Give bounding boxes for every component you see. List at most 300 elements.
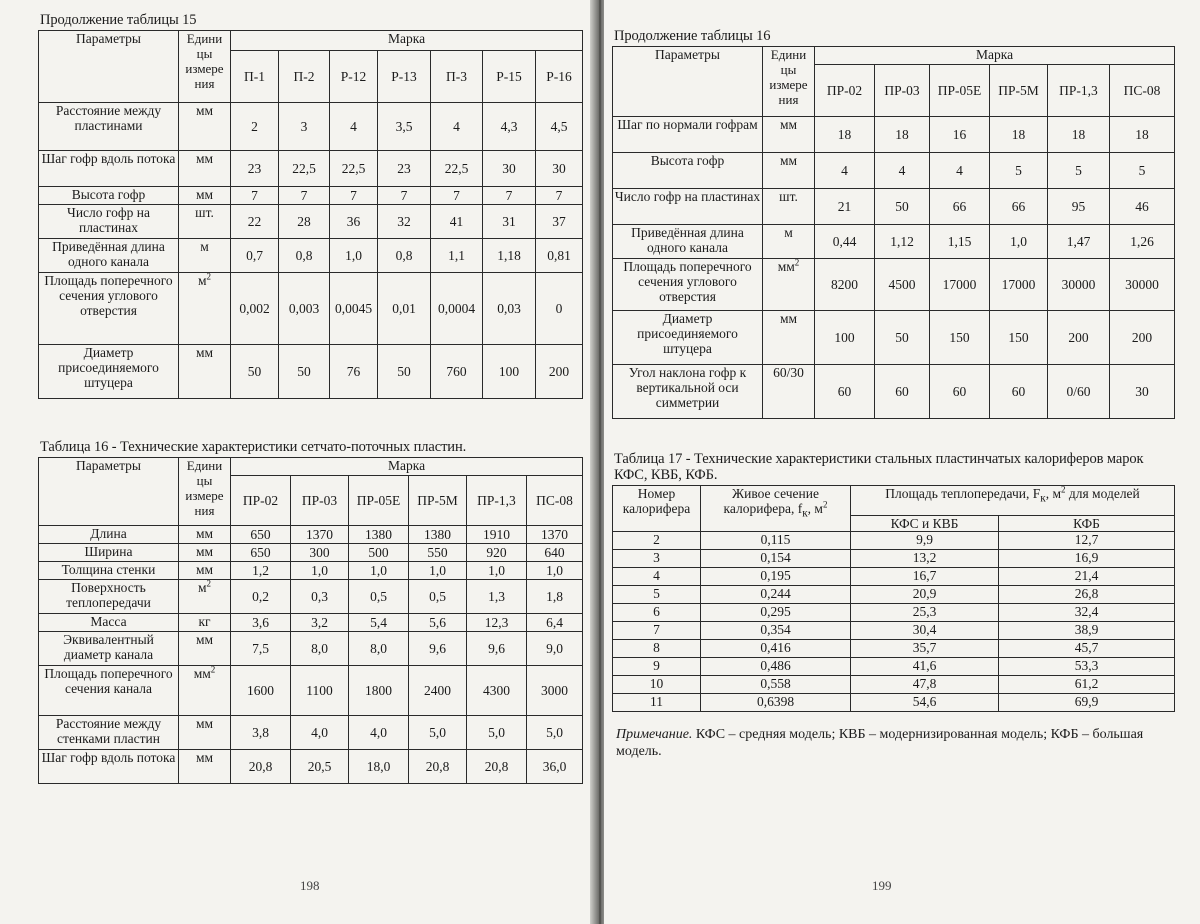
t16c-unit-sup: 2 — [794, 258, 800, 268]
t16-unit: мм — [195, 632, 214, 647]
t15-value: 50 — [231, 345, 279, 399]
t15-unit-cell — [179, 239, 231, 273]
t16c-value: 18 — [990, 117, 1048, 153]
t16-value: 3,6 — [231, 614, 291, 632]
t15-unit-cell — [179, 187, 231, 205]
t16c-value: 16 — [930, 117, 990, 153]
table16c-body — [613, 47, 1175, 419]
t16c-value: 18 — [875, 117, 930, 153]
t15-value: 22,5 — [431, 151, 483, 187]
t17-kfb: 26,8 — [999, 586, 1175, 604]
t17-header-area — [701, 486, 851, 532]
t16-unit: мм — [195, 526, 214, 541]
t16-value: 36,0 — [527, 750, 583, 784]
t16-value: 640 — [527, 544, 583, 562]
t15-unit: мм — [195, 187, 214, 202]
t16c-value: 4500 — [875, 259, 930, 311]
t16-unit: мм — [195, 716, 214, 731]
t15-value: 7 — [431, 187, 483, 205]
t16c-value: 30000 — [1110, 259, 1175, 311]
table-row — [39, 580, 583, 614]
t15-value: 7 — [279, 187, 330, 205]
t16c-mark-3: ПР-5М — [990, 65, 1048, 117]
t16c-value: 0/60 — [1048, 365, 1110, 419]
t16-header-params: Параметры — [39, 458, 179, 526]
t16-unit-cell — [179, 526, 231, 544]
t16-value: 1910 — [467, 526, 527, 544]
t15-unit: мм — [195, 345, 214, 360]
t17-kfb: 38,9 — [999, 622, 1175, 640]
t16-value: 3,2 — [291, 614, 349, 632]
t16-value: 1,3 — [467, 580, 527, 614]
t15-value: 4,5 — [536, 103, 583, 151]
t17-number: 8 — [613, 640, 701, 658]
t17-area: 0,6398 — [701, 694, 851, 712]
t17-area: 0,558 — [701, 676, 851, 694]
t16c-value: 0,44 — [815, 225, 875, 259]
t16-value: 7,5 — [231, 632, 291, 666]
t16-value: 5,0 — [467, 716, 527, 750]
t15-header-params: Параметры — [39, 31, 179, 103]
t15-unit: мм — [195, 151, 214, 166]
t15-value: 36 — [330, 205, 378, 239]
t17-area: 0,486 — [701, 658, 851, 676]
t15-value: 23 — [231, 151, 279, 187]
t16c-unit: м — [784, 225, 793, 240]
t17-area: 0,195 — [701, 568, 851, 586]
table-row — [613, 550, 1175, 568]
t16-value: 20,8 — [231, 750, 291, 784]
t17-header-area-sub: к — [802, 507, 808, 520]
table-row — [39, 632, 583, 666]
table-row — [39, 205, 583, 239]
t16c-unit-cell — [763, 311, 815, 365]
t16c-value: 50 — [875, 189, 930, 225]
t16-value: 5,0 — [409, 716, 467, 750]
t15-value: 31 — [483, 205, 536, 239]
t16c-value: 1,0 — [990, 225, 1048, 259]
t16c-value: 66 — [990, 189, 1048, 225]
t16-unit-cell — [179, 716, 231, 750]
t16c-unit-cell — [763, 117, 815, 153]
table-row — [613, 676, 1175, 694]
t16c-unit: мм — [779, 153, 798, 168]
t16c-header-mark: Марка — [815, 47, 1175, 65]
t15-value: 50 — [378, 345, 431, 399]
table-row — [613, 694, 1175, 712]
t15-unit: м — [200, 239, 209, 254]
table-row — [613, 586, 1175, 604]
t17-number: 4 — [613, 568, 701, 586]
t15-value: 0,003 — [279, 273, 330, 345]
table-row — [39, 544, 583, 562]
t16c-unit: шт. — [779, 189, 798, 204]
t15-unit-cell — [179, 103, 231, 151]
t16-param-name: Поверхность теплопередачи — [39, 580, 179, 614]
table-row — [613, 532, 1175, 550]
t16-value: 1600 — [231, 666, 291, 716]
t16-param-name: Расстояние между стенками пластин — [39, 716, 179, 750]
t15-unit-cell — [179, 273, 231, 345]
t15-value: 200 — [536, 345, 583, 399]
t16-value: 4,0 — [349, 716, 409, 750]
t17-header-heat-sup: 2 — [1060, 485, 1066, 495]
t17-header-heat-unit: , м — [1045, 486, 1061, 501]
t17-header-area-text: Живое сечение калорифера, f — [723, 486, 819, 516]
t16-value: 6,4 — [527, 614, 583, 632]
t16c-value: 60 — [815, 365, 875, 419]
t16-param-name: Площадь поперечного сечения канала — [39, 666, 179, 716]
t15-value: 0,03 — [483, 273, 536, 345]
t15-unit-sup: 2 — [206, 272, 212, 282]
t17-number: 10 — [613, 676, 701, 694]
table-row — [613, 259, 1175, 311]
t16-value: 0,5 — [409, 580, 467, 614]
table-row — [39, 716, 583, 750]
t15-param-name: Шаг гофр вдоль потока — [39, 151, 179, 187]
t15-value: 1,1 — [431, 239, 483, 273]
t17-number: 2 — [613, 532, 701, 550]
right-page — [604, 0, 1200, 924]
t17-kfs-kvb: 13,2 — [851, 550, 999, 568]
t17-header-area-unit: , м — [807, 501, 823, 516]
t15-unit-cell — [179, 151, 231, 187]
t16-value: 5,0 — [527, 716, 583, 750]
table-row — [39, 239, 583, 273]
t16c-unit-cell — [763, 225, 815, 259]
t15-value: 7 — [536, 187, 583, 205]
t16-value: 550 — [409, 544, 467, 562]
table-row — [613, 622, 1175, 640]
t16c-value: 5 — [1048, 153, 1110, 189]
t16c-value: 1,26 — [1110, 225, 1175, 259]
t15-param-name: Число гофр на пластинах — [39, 205, 179, 239]
t15-value: 0,8 — [279, 239, 330, 273]
t16-value: 4,0 — [291, 716, 349, 750]
t16c-value: 5 — [990, 153, 1048, 189]
t17-header-heat — [851, 486, 1175, 516]
t16c-value: 1,12 — [875, 225, 930, 259]
note — [616, 726, 1180, 760]
t16-value: 1,0 — [467, 562, 527, 580]
table-row — [39, 187, 583, 205]
t17-number: 11 — [613, 694, 701, 712]
t16-value: 1800 — [349, 666, 409, 716]
t16-value: 20,8 — [467, 750, 527, 784]
t16c-value: 200 — [1110, 311, 1175, 365]
t16c-header-unit: Едини цы измере ния — [763, 47, 815, 117]
t15-mark-2: Р-12 — [330, 51, 378, 103]
t15-value: 7 — [378, 187, 431, 205]
table-row — [39, 666, 583, 716]
t17-header-heat-text: Площадь теплопередачи, F — [885, 486, 1041, 501]
t16-value: 1370 — [291, 526, 349, 544]
t15-unit: мм — [195, 103, 214, 118]
t17-kfs-kvb: 47,8 — [851, 676, 999, 694]
t16-param-name: Длина — [39, 526, 179, 544]
t16-header-unit: Едини цы измере ния — [179, 458, 231, 526]
t16-unit-cell — [179, 666, 231, 716]
t16c-value: 50 — [875, 311, 930, 365]
t15-mark-1: П-2 — [279, 51, 330, 103]
table16 — [38, 457, 583, 784]
t16-value: 1380 — [349, 526, 409, 544]
t16-unit-cell — [179, 562, 231, 580]
t16-value: 0,3 — [291, 580, 349, 614]
t17-kfb: 12,7 — [999, 532, 1175, 550]
t16-mark-5: ПС-08 — [527, 476, 583, 526]
t16c-param-name: Приведённая длина одного канала — [613, 225, 763, 259]
t15-value: 2 — [231, 103, 279, 151]
t16-value: 500 — [349, 544, 409, 562]
t17-header-model1: КФС и КВБ — [851, 516, 999, 532]
t16-value: 1,0 — [409, 562, 467, 580]
t16-mark-4: ПР-1,3 — [467, 476, 527, 526]
table-row — [613, 568, 1175, 586]
t15-value: 7 — [483, 187, 536, 205]
t16c-value: 100 — [815, 311, 875, 365]
table16-continued — [612, 46, 1175, 419]
t17-kfs-kvb: 20,9 — [851, 586, 999, 604]
t15-mark-5: Р-15 — [483, 51, 536, 103]
t15-unit: м — [197, 273, 207, 288]
t16c-value: 60 — [990, 365, 1048, 419]
t16c-header-params: Параметры — [613, 47, 763, 117]
page-number-right: 199 — [872, 878, 892, 893]
t16-unit: м — [197, 580, 207, 595]
t15-value: 7 — [330, 187, 378, 205]
t15-param-name: Площадь поперечного сечения углового отверстия — [39, 273, 179, 345]
t16-value: 3000 — [527, 666, 583, 716]
t16c-unit-cell — [763, 153, 815, 189]
t16c-value: 1,47 — [1048, 225, 1110, 259]
t15-unit: шт. — [195, 205, 214, 220]
t17-area: 0,354 — [701, 622, 851, 640]
t15-value: 3,5 — [378, 103, 431, 151]
t16c-value: 4 — [930, 153, 990, 189]
t15-value: 32 — [378, 205, 431, 239]
t16-value: 5,6 — [409, 614, 467, 632]
table-row — [613, 658, 1175, 676]
t16c-mark-1: ПР-03 — [875, 65, 930, 117]
t16c-mark-5: ПС-08 — [1110, 65, 1175, 117]
t15-value: 0 — [536, 273, 583, 345]
table-row — [613, 311, 1175, 365]
t16-mark-2: ПР-05Е — [349, 476, 409, 526]
table-row — [613, 225, 1175, 259]
t15-param-name: Приведённая длина одного канала — [39, 239, 179, 273]
note-text: КФС – средняя модель; КВБ – модернизированная модель; КФБ – большая модель. — [616, 727, 1144, 759]
t16c-value: 18 — [1048, 117, 1110, 153]
t17-area: 0,154 — [701, 550, 851, 568]
t16-value: 9,6 — [467, 632, 527, 666]
t16-value: 5,4 — [349, 614, 409, 632]
table-row — [39, 526, 583, 544]
t17-number: 3 — [613, 550, 701, 568]
t16c-value: 30 — [1110, 365, 1175, 419]
t16c-unit: мм — [777, 259, 795, 274]
t16c-value: 46 — [1110, 189, 1175, 225]
t16-value: 1,8 — [527, 580, 583, 614]
t16c-unit: мм — [779, 311, 798, 326]
t16c-value: 66 — [930, 189, 990, 225]
t15-mark-0: П-1 — [231, 51, 279, 103]
t15-value: 22 — [231, 205, 279, 239]
table-row — [39, 273, 583, 345]
t15-value: 0,0004 — [431, 273, 483, 345]
t16-value: 9,6 — [409, 632, 467, 666]
t17-kfb: 21,4 — [999, 568, 1175, 586]
t16c-value: 150 — [990, 311, 1048, 365]
table-row — [613, 117, 1175, 153]
t16-value: 2400 — [409, 666, 467, 716]
t16-value: 1100 — [291, 666, 349, 716]
t16-mark-0: ПР-02 — [231, 476, 291, 526]
t16-value: 1,0 — [291, 562, 349, 580]
t15-value: 3 — [279, 103, 330, 151]
t16c-value: 4 — [815, 153, 875, 189]
left-page — [0, 0, 596, 924]
t15-value: 1,0 — [330, 239, 378, 273]
page-number-left: 198 — [300, 878, 320, 893]
t16-param-name: Шаг гофр вдоль потока — [39, 750, 179, 784]
t16-value: 20,5 — [291, 750, 349, 784]
t16c-mark-0: ПР-02 — [815, 65, 875, 117]
t16c-param-name: Диаметр присоединяемого штуцера — [613, 311, 763, 365]
table-row — [613, 640, 1175, 658]
t16-param-name: Масса — [39, 614, 179, 632]
t16c-mark-4: ПР-1,3 — [1048, 65, 1110, 117]
t15-value: 760 — [431, 345, 483, 399]
t16-unit-cell — [179, 632, 231, 666]
t16-header-mark: Марка — [231, 458, 583, 476]
t15-param-name: Расстояние между пластинами — [39, 103, 179, 151]
t16c-value: 18 — [1110, 117, 1175, 153]
t15-value: 4,3 — [483, 103, 536, 151]
t16c-param-name: Шаг по нормали гофрам — [613, 117, 763, 153]
t17-header-heat-sub: к — [1040, 492, 1046, 505]
t16c-value: 60 — [875, 365, 930, 419]
t15-mark-6: Р-16 — [536, 51, 583, 103]
t16-unit-cell — [179, 544, 231, 562]
t15-value: 30 — [483, 151, 536, 187]
t15-value: 0,7 — [231, 239, 279, 273]
t16-value: 1,0 — [527, 562, 583, 580]
table16-caption: Таблица 16 - Технические характеристики сетчато-поточных пластин. — [40, 439, 467, 455]
t16-unit: мм — [195, 562, 214, 577]
t17-number: 9 — [613, 658, 701, 676]
t16-value: 8,0 — [291, 632, 349, 666]
t16c-value: 1,15 — [930, 225, 990, 259]
t16-unit-cell — [179, 750, 231, 784]
t17-kfb: 69,9 — [999, 694, 1175, 712]
table-row — [39, 345, 583, 399]
t16-value: 20,8 — [409, 750, 467, 784]
table15-caption: Продолжение таблицы 15 — [40, 12, 197, 28]
t16-value: 3,8 — [231, 716, 291, 750]
t16c-param-name: Число гофр на пластинах — [613, 189, 763, 225]
t16c-value: 17000 — [990, 259, 1048, 311]
t17-kfs-kvb: 41,6 — [851, 658, 999, 676]
t16c-unit-cell — [763, 365, 815, 419]
t16-param-name: Эквивалентный диаметр канала — [39, 632, 179, 666]
t16c-unit: 60/30 — [773, 365, 804, 380]
t16-value: 4300 — [467, 666, 527, 716]
t16-unit: мм — [195, 750, 214, 765]
table17 — [612, 485, 1175, 712]
t17-area: 0,295 — [701, 604, 851, 622]
t16-mark-1: ПР-03 — [291, 476, 349, 526]
t15-value: 76 — [330, 345, 378, 399]
t16c-value: 200 — [1048, 311, 1110, 365]
t16-value: 650 — [231, 526, 291, 544]
t15-value: 23 — [378, 151, 431, 187]
t16c-value: 150 — [930, 311, 990, 365]
t16c-value: 4 — [875, 153, 930, 189]
t17-area: 0,115 — [701, 532, 851, 550]
t17-kfb: 45,7 — [999, 640, 1175, 658]
t17-kfb: 16,9 — [999, 550, 1175, 568]
t16-unit-sup: 2 — [206, 579, 212, 589]
t16-mark-3: ПР-5М — [409, 476, 467, 526]
t15-value: 37 — [536, 205, 583, 239]
t15-value: 0,01 — [378, 273, 431, 345]
t16-value: 1380 — [409, 526, 467, 544]
t16-unit-cell — [179, 580, 231, 614]
t15-param-name: Высота гофр — [39, 187, 179, 205]
t16c-param-name: Высота гофр — [613, 153, 763, 189]
table-row — [613, 365, 1175, 419]
t16c-value: 95 — [1048, 189, 1110, 225]
t15-value: 0,0045 — [330, 273, 378, 345]
t16-value: 8,0 — [349, 632, 409, 666]
t16-unit-sup: 2 — [210, 665, 216, 675]
t17-kfs-kvb: 35,7 — [851, 640, 999, 658]
t17-kfb: 53,3 — [999, 658, 1175, 676]
t17-header-model2: КФБ — [999, 516, 1175, 532]
t17-number: 7 — [613, 622, 701, 640]
t16-value: 1370 — [527, 526, 583, 544]
t15-unit-cell — [179, 205, 231, 239]
table16-body — [39, 458, 583, 784]
t15-value: 30 — [536, 151, 583, 187]
t15-value: 50 — [279, 345, 330, 399]
table-row — [39, 614, 583, 632]
t16c-param-name: Угол наклона гофр к вертикальной оси симметрии — [613, 365, 763, 419]
t16c-unit-cell — [763, 189, 815, 225]
t15-value: 100 — [483, 345, 536, 399]
t17-header-heat-tail: для моделей — [1065, 486, 1140, 501]
table-row — [39, 562, 583, 580]
t15-value: 22,5 — [279, 151, 330, 187]
table15 — [38, 30, 583, 399]
t16-value: 9,0 — [527, 632, 583, 666]
t17-kfs-kvb: 16,7 — [851, 568, 999, 586]
t15-value: 22,5 — [330, 151, 378, 187]
t16-value: 0,2 — [231, 580, 291, 614]
t17-kfs-kvb: 25,3 — [851, 604, 999, 622]
t15-param-name: Диаметр присоединяемого штуцера — [39, 345, 179, 399]
t15-value: 7 — [231, 187, 279, 205]
table-row — [613, 189, 1175, 225]
t17-header-area-sup: 2 — [822, 499, 828, 510]
table16c-caption: Продолжение таблицы 16 — [614, 28, 771, 44]
t16c-value: 17000 — [930, 259, 990, 311]
table-row — [613, 153, 1175, 189]
t17-area: 0,416 — [701, 640, 851, 658]
t16-value: 1,2 — [231, 562, 291, 580]
t16-value: 0,5 — [349, 580, 409, 614]
